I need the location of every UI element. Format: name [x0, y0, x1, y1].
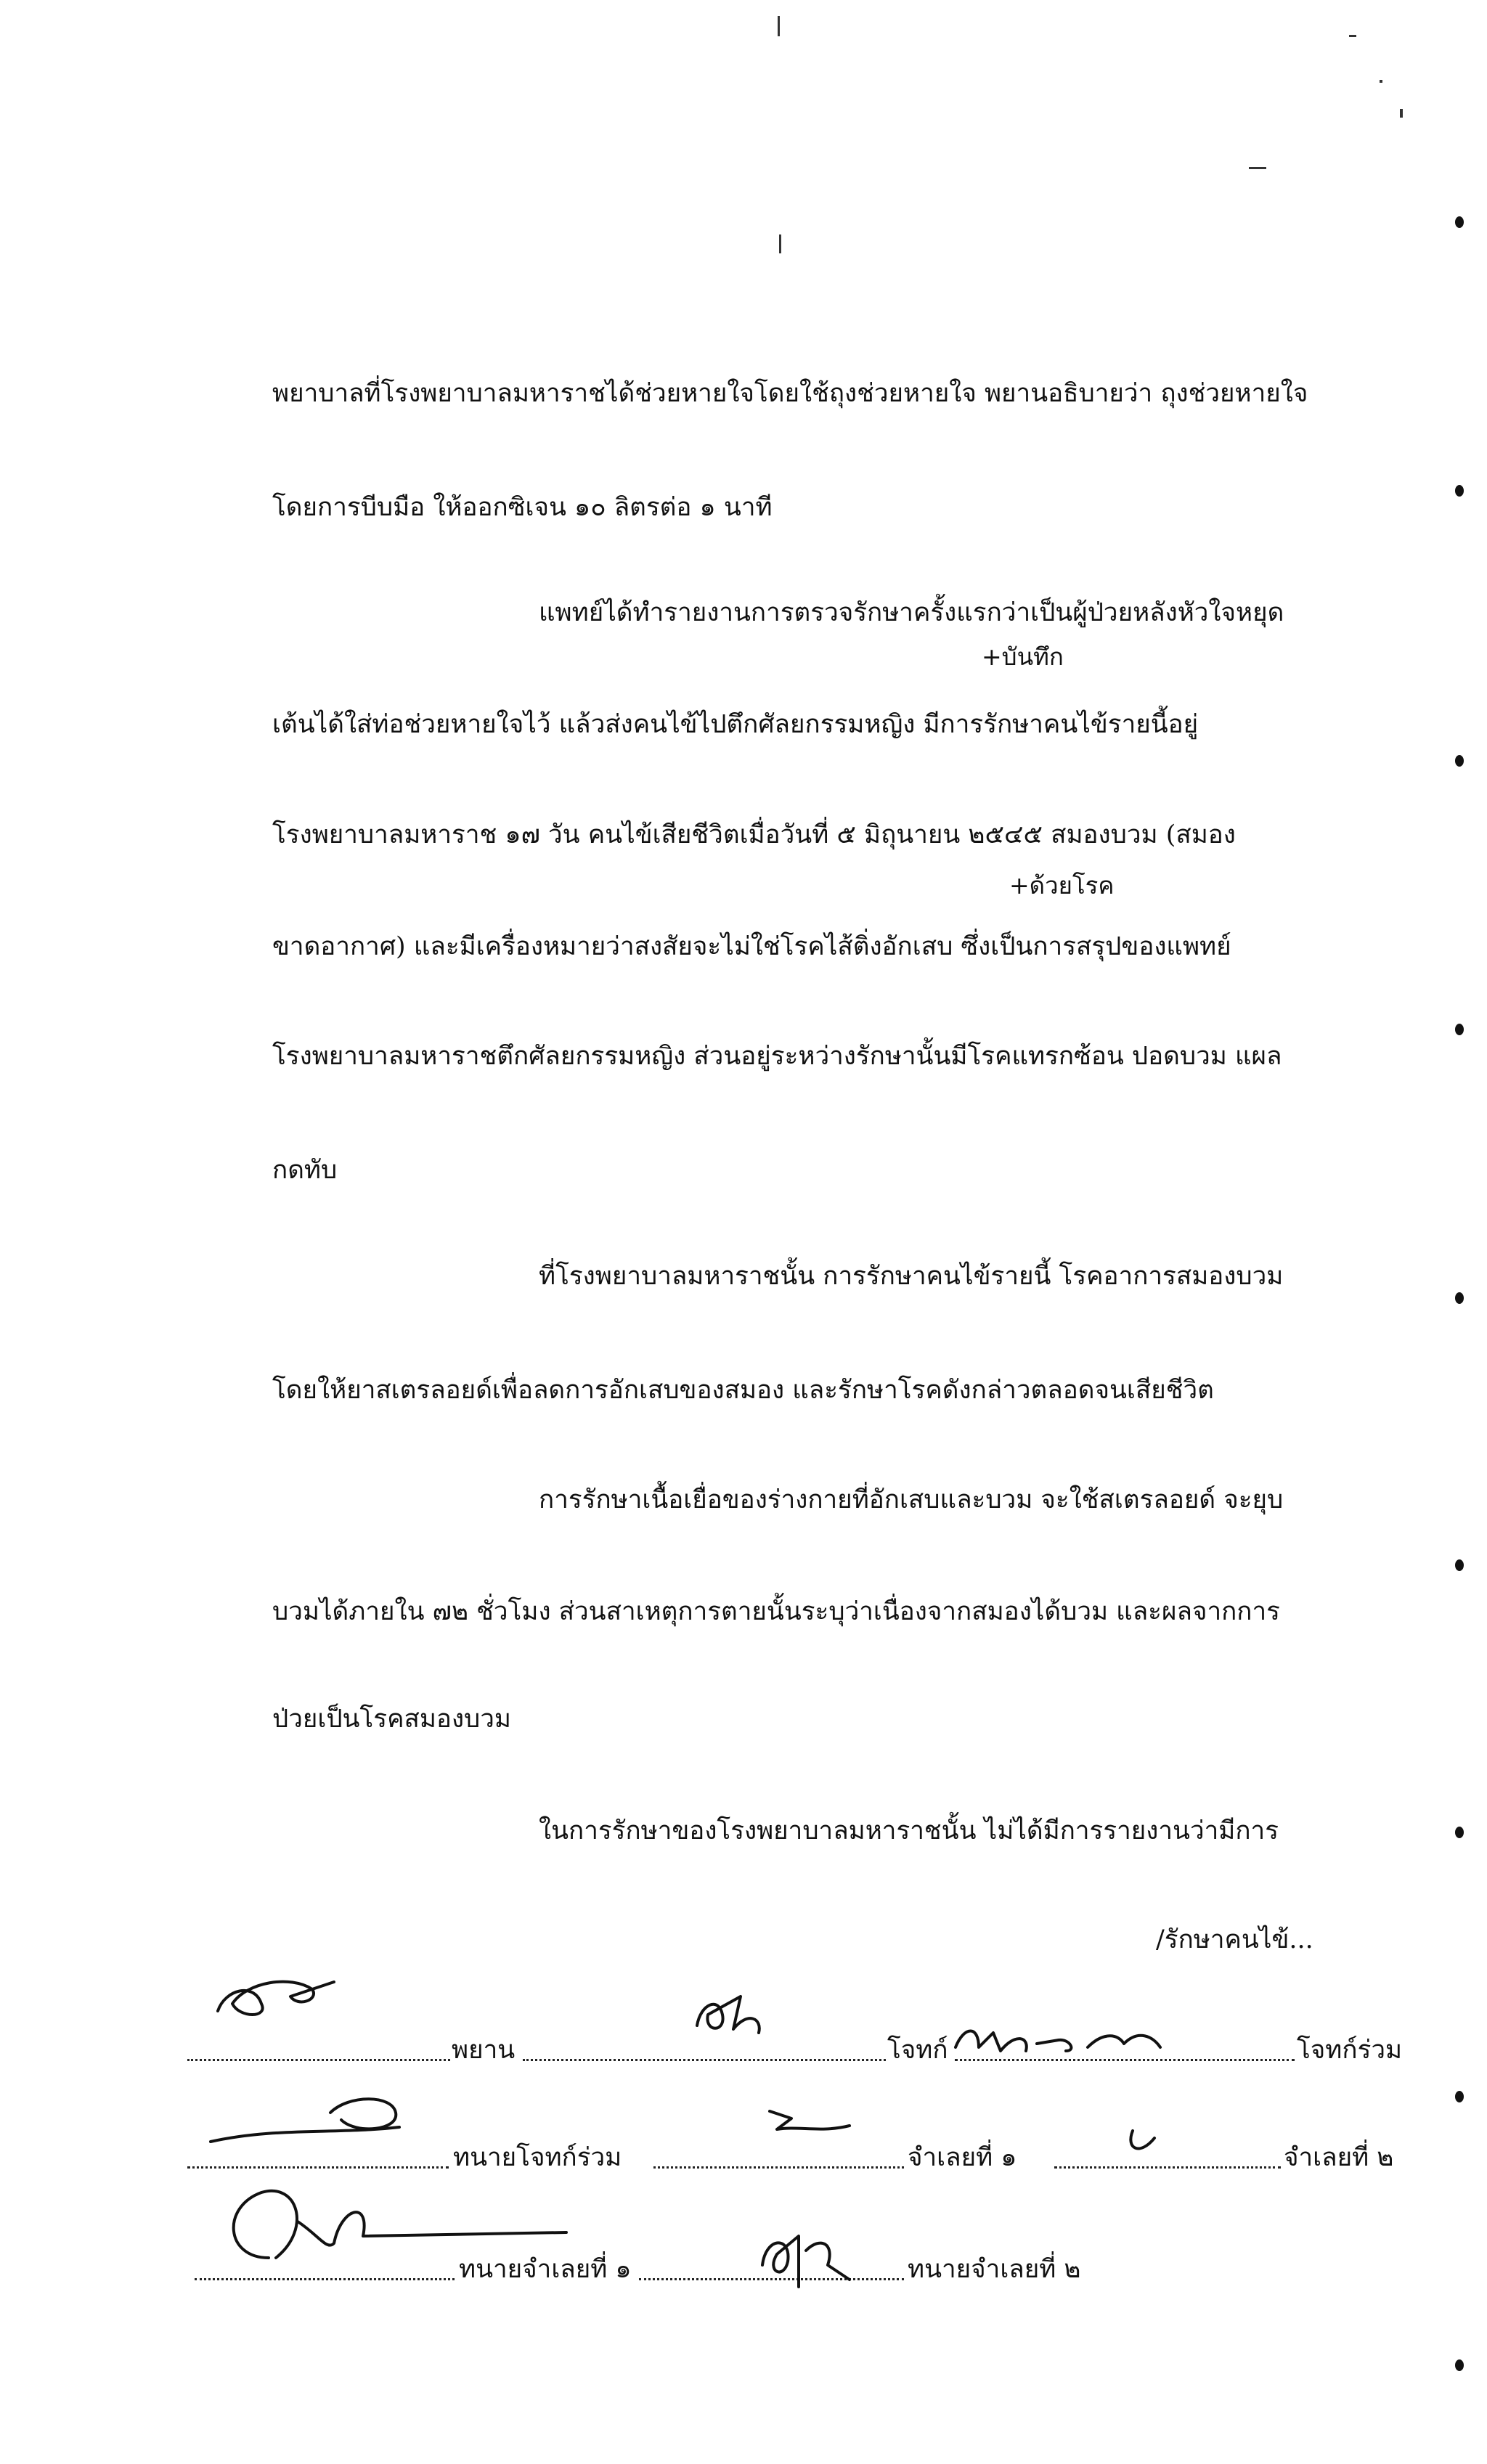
- plaintiff-signature: [690, 1982, 777, 2047]
- binding-hole: [1455, 216, 1464, 228]
- witness-signature: [211, 1960, 356, 2026]
- binding-hole: [1455, 1827, 1464, 1838]
- signature-line: [195, 2278, 455, 2280]
- binding-hole: [1455, 1292, 1464, 1304]
- scan-mark: [779, 234, 781, 253]
- co-plaintiff-label: โจทก์ร่วม: [1297, 2036, 1403, 2065]
- scan-mark: [1249, 167, 1266, 169]
- defendant-2-lawyer-label: ทนายจำเลยที่ ๒: [908, 2255, 1081, 2284]
- defendant-2-label: จำเลยที่ ๒: [1284, 2143, 1394, 2172]
- defendant-2-lawyer-signature: [755, 2222, 864, 2301]
- handwritten-insertion: +บันทึก: [982, 642, 1064, 671]
- body-line: ในการรักษาของโรงพยาบาลมหาราชนั้น ไม่ได้มีการรายงานว่ามีการ: [539, 1816, 1279, 1845]
- plaintiff-name-handwriting: [950, 2018, 1168, 2062]
- defendant-1-lawyer-signature: [218, 2178, 595, 2272]
- signature-line: [1054, 2166, 1281, 2169]
- co-plaintiff-lawyer-label: ทนายโจทก์ร่วม: [453, 2143, 622, 2172]
- scan-mark: [1349, 35, 1356, 37]
- binding-hole: [1455, 485, 1464, 497]
- signature-line: [187, 2166, 449, 2169]
- signature-line: [653, 2166, 904, 2169]
- plaintiff-label: โจทก์: [887, 2036, 948, 2065]
- co-plaintiff-lawyer-signature: [203, 2084, 436, 2156]
- body-line: โดยการบีบมือ ให้ออกซิเจน ๑๐ ลิตรต่อ ๑ นาที: [272, 493, 773, 522]
- signature-line: [523, 2059, 886, 2061]
- binding-hole: [1455, 1559, 1464, 1571]
- body-line: กดทับ: [272, 1156, 338, 1185]
- body-line: บวมได้ภายใน ๗๒ ชั่วโมง ส่วนสาเหตุการตายนั้นระบุว่าเนื่องจากสมองได้บวม และผลจากการ: [272, 1597, 1280, 1626]
- body-line: พยาบาลที่โรงพยาบาลมหาราชได้ช่วยหายใจโดยใช้ถุงช่วยหายใจ พยานอธิบายว่า ถุงช่วยหายใจ: [272, 379, 1308, 408]
- binding-hole: [1455, 1024, 1464, 1035]
- body-line: ที่โรงพยาบาลมหาราชนั้น การรักษาคนไข้รายนี้ โรคอาการสมองบวม: [539, 1262, 1284, 1291]
- defendant-1-mark: [1118, 2124, 1162, 2160]
- defendant-1-label: จำเลยที่ ๑: [908, 2143, 1017, 2172]
- body-line: ป่วยเป็นโรคสมองบวม: [272, 1705, 511, 1734]
- binding-hole: [1455, 2091, 1464, 2102]
- defendant-1-lawyer-label: ทนายจำเลยที่ ๑: [459, 2255, 632, 2284]
- signature-line: [187, 2059, 450, 2061]
- witness-label: พยาน: [452, 2036, 516, 2065]
- body-line: โดยให้ยาสเตรลอยด์เพื่อลดการอักเสบของสมอง และรักษาโรคดังกล่าวตลอดจนเสียชีวิต: [272, 1376, 1214, 1405]
- body-line: แพทย์ได้ทำรายงานการตรวจรักษาครั้งแรกว่าเป็นผู้ป่วยหลังหัวใจหยุด: [539, 598, 1284, 627]
- body-line: โรงพยาบาลมหาราช ๑๗ วัน คนไข้เสียชีวิตเมื่อวันที่ ๕ มิถุนายน ๒๕๔๕ สมองบวม (สมอง: [272, 820, 1236, 849]
- binding-hole: [1455, 2359, 1464, 2371]
- continuation-marker: /รักษาคนไข้...: [1156, 1925, 1313, 1954]
- scan-mark: [1380, 80, 1382, 83]
- handwritten-insertion: +ด้วยโรค: [1009, 871, 1115, 899]
- scan-mark: [778, 16, 780, 36]
- body-line: เต้นได้ใส่ท่อช่วยหายใจไว้ แล้วส่งคนไข้ไปตึกศัลยกรรมหญิง มีการรักษาคนไข้รายนี้อยู่: [272, 710, 1199, 739]
- defendant-1-signature: [762, 2097, 864, 2147]
- body-line: การรักษาเนื้อเยื่อของร่างกายที่อักเสบและบวม จะใช้สเตรลอยด์ จะยุบ: [539, 1485, 1284, 1514]
- binding-hole: [1455, 755, 1464, 767]
- body-line: โรงพยาบาลมหาราชตึกศัลยกรรมหญิง ส่วนอยู่ระหว่างรักษานั้นมีโรคแทรกซ้อน ปอดบวม แผล: [272, 1042, 1282, 1071]
- scan-mark: [1400, 109, 1403, 118]
- body-line: ขาดอากาศ) และมีเครื่องหมายว่าสงสัยจะไม่ใช่โรคไส้ติ่งอักเสบ ซึ่งเป็นการสรุปของแพทย์: [272, 932, 1231, 961]
